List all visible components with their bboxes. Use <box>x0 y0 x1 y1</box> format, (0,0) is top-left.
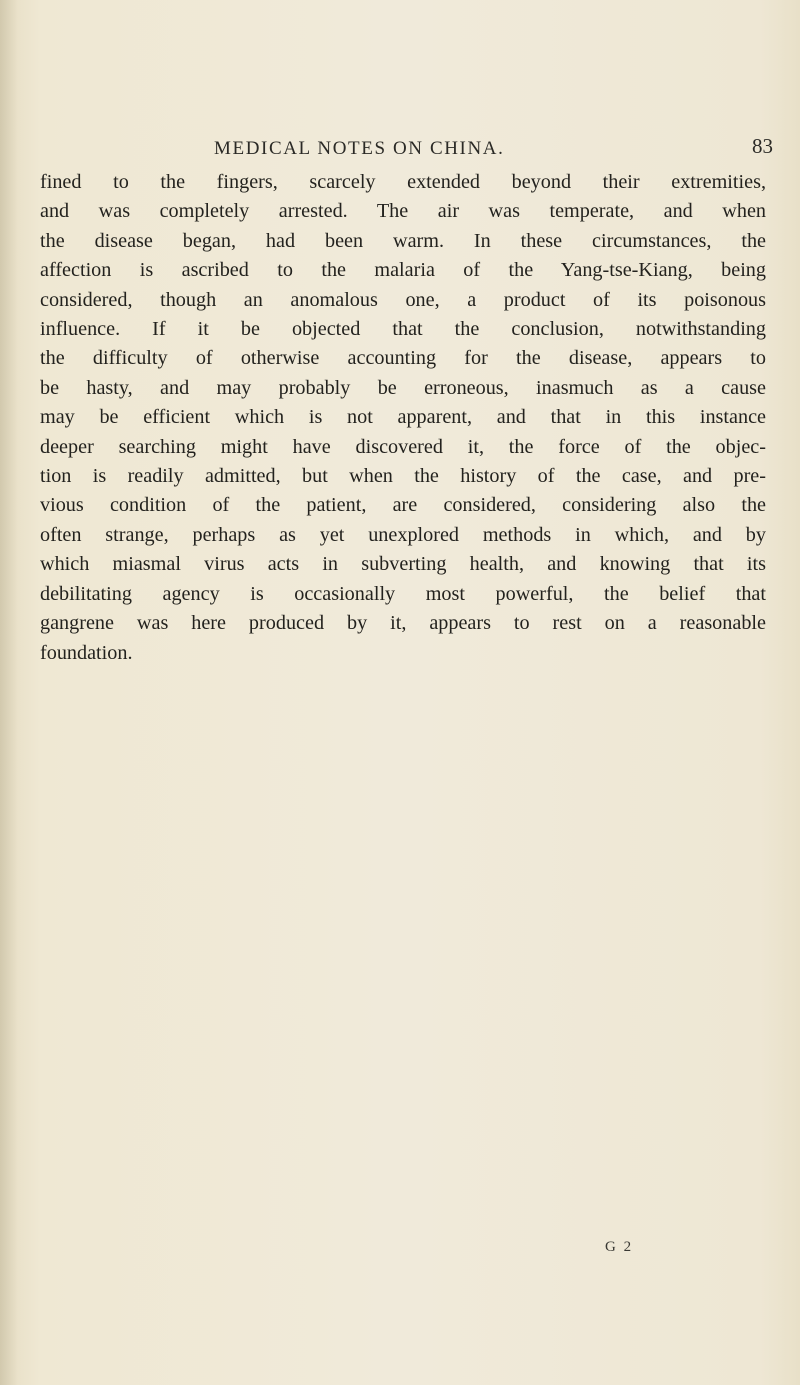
text-line: affection is ascribed to the malaria of the Yang-tse-Kiang, being <box>40 259 766 282</box>
text-line: be hasty, and may probably be erroneous, inasmuch as a cause <box>40 376 766 399</box>
text-line: may be efficient which is not apparent, and that in this instance <box>40 406 766 429</box>
text-line: influence. If it be objected that the conclusion, notwithstanding <box>40 318 766 341</box>
text-line: the disease began, had been warm. In these circumstances, the <box>40 229 766 252</box>
text-line: and was completely arrested. The air was temperate, and when <box>40 200 766 223</box>
text-line: debilitating agency is occasionally most powerful, the belief that <box>40 582 766 605</box>
text-line: vious condition of the patient, are considered, considering also the <box>40 494 766 517</box>
text-line: which miasmal virus acts in subverting health, and knowing that its <box>40 553 766 576</box>
signature-mark: G 2 <box>605 1239 634 1255</box>
running-head: MEDICAL NOTES ON CHINA. <box>214 138 505 159</box>
text-line: gangrene was here produced by it, appears to rest on a reasonable <box>40 612 766 635</box>
text-line: considered, though an anomalous one, a product of its poisonous <box>40 288 766 311</box>
page-number: 83 <box>752 134 773 158</box>
body-paragraph <box>40 168 798 668</box>
text-line: fined to the fingers, scarcely extended beyond their extremities, <box>40 171 766 193</box>
text-line: the difficulty of otherwise accounting for the disease, appears to <box>40 347 766 370</box>
page-gutter-shadow <box>0 0 18 1385</box>
text-line: foundation. <box>40 641 133 664</box>
text-line: deeper searching might have discovered it, the force of the objec- <box>40 435 766 458</box>
text-line: often strange, perhaps as yet unexplored methods in which, and by <box>40 523 766 546</box>
text-line: tion is readily admitted, but when the history of the case, and pre- <box>40 465 766 488</box>
